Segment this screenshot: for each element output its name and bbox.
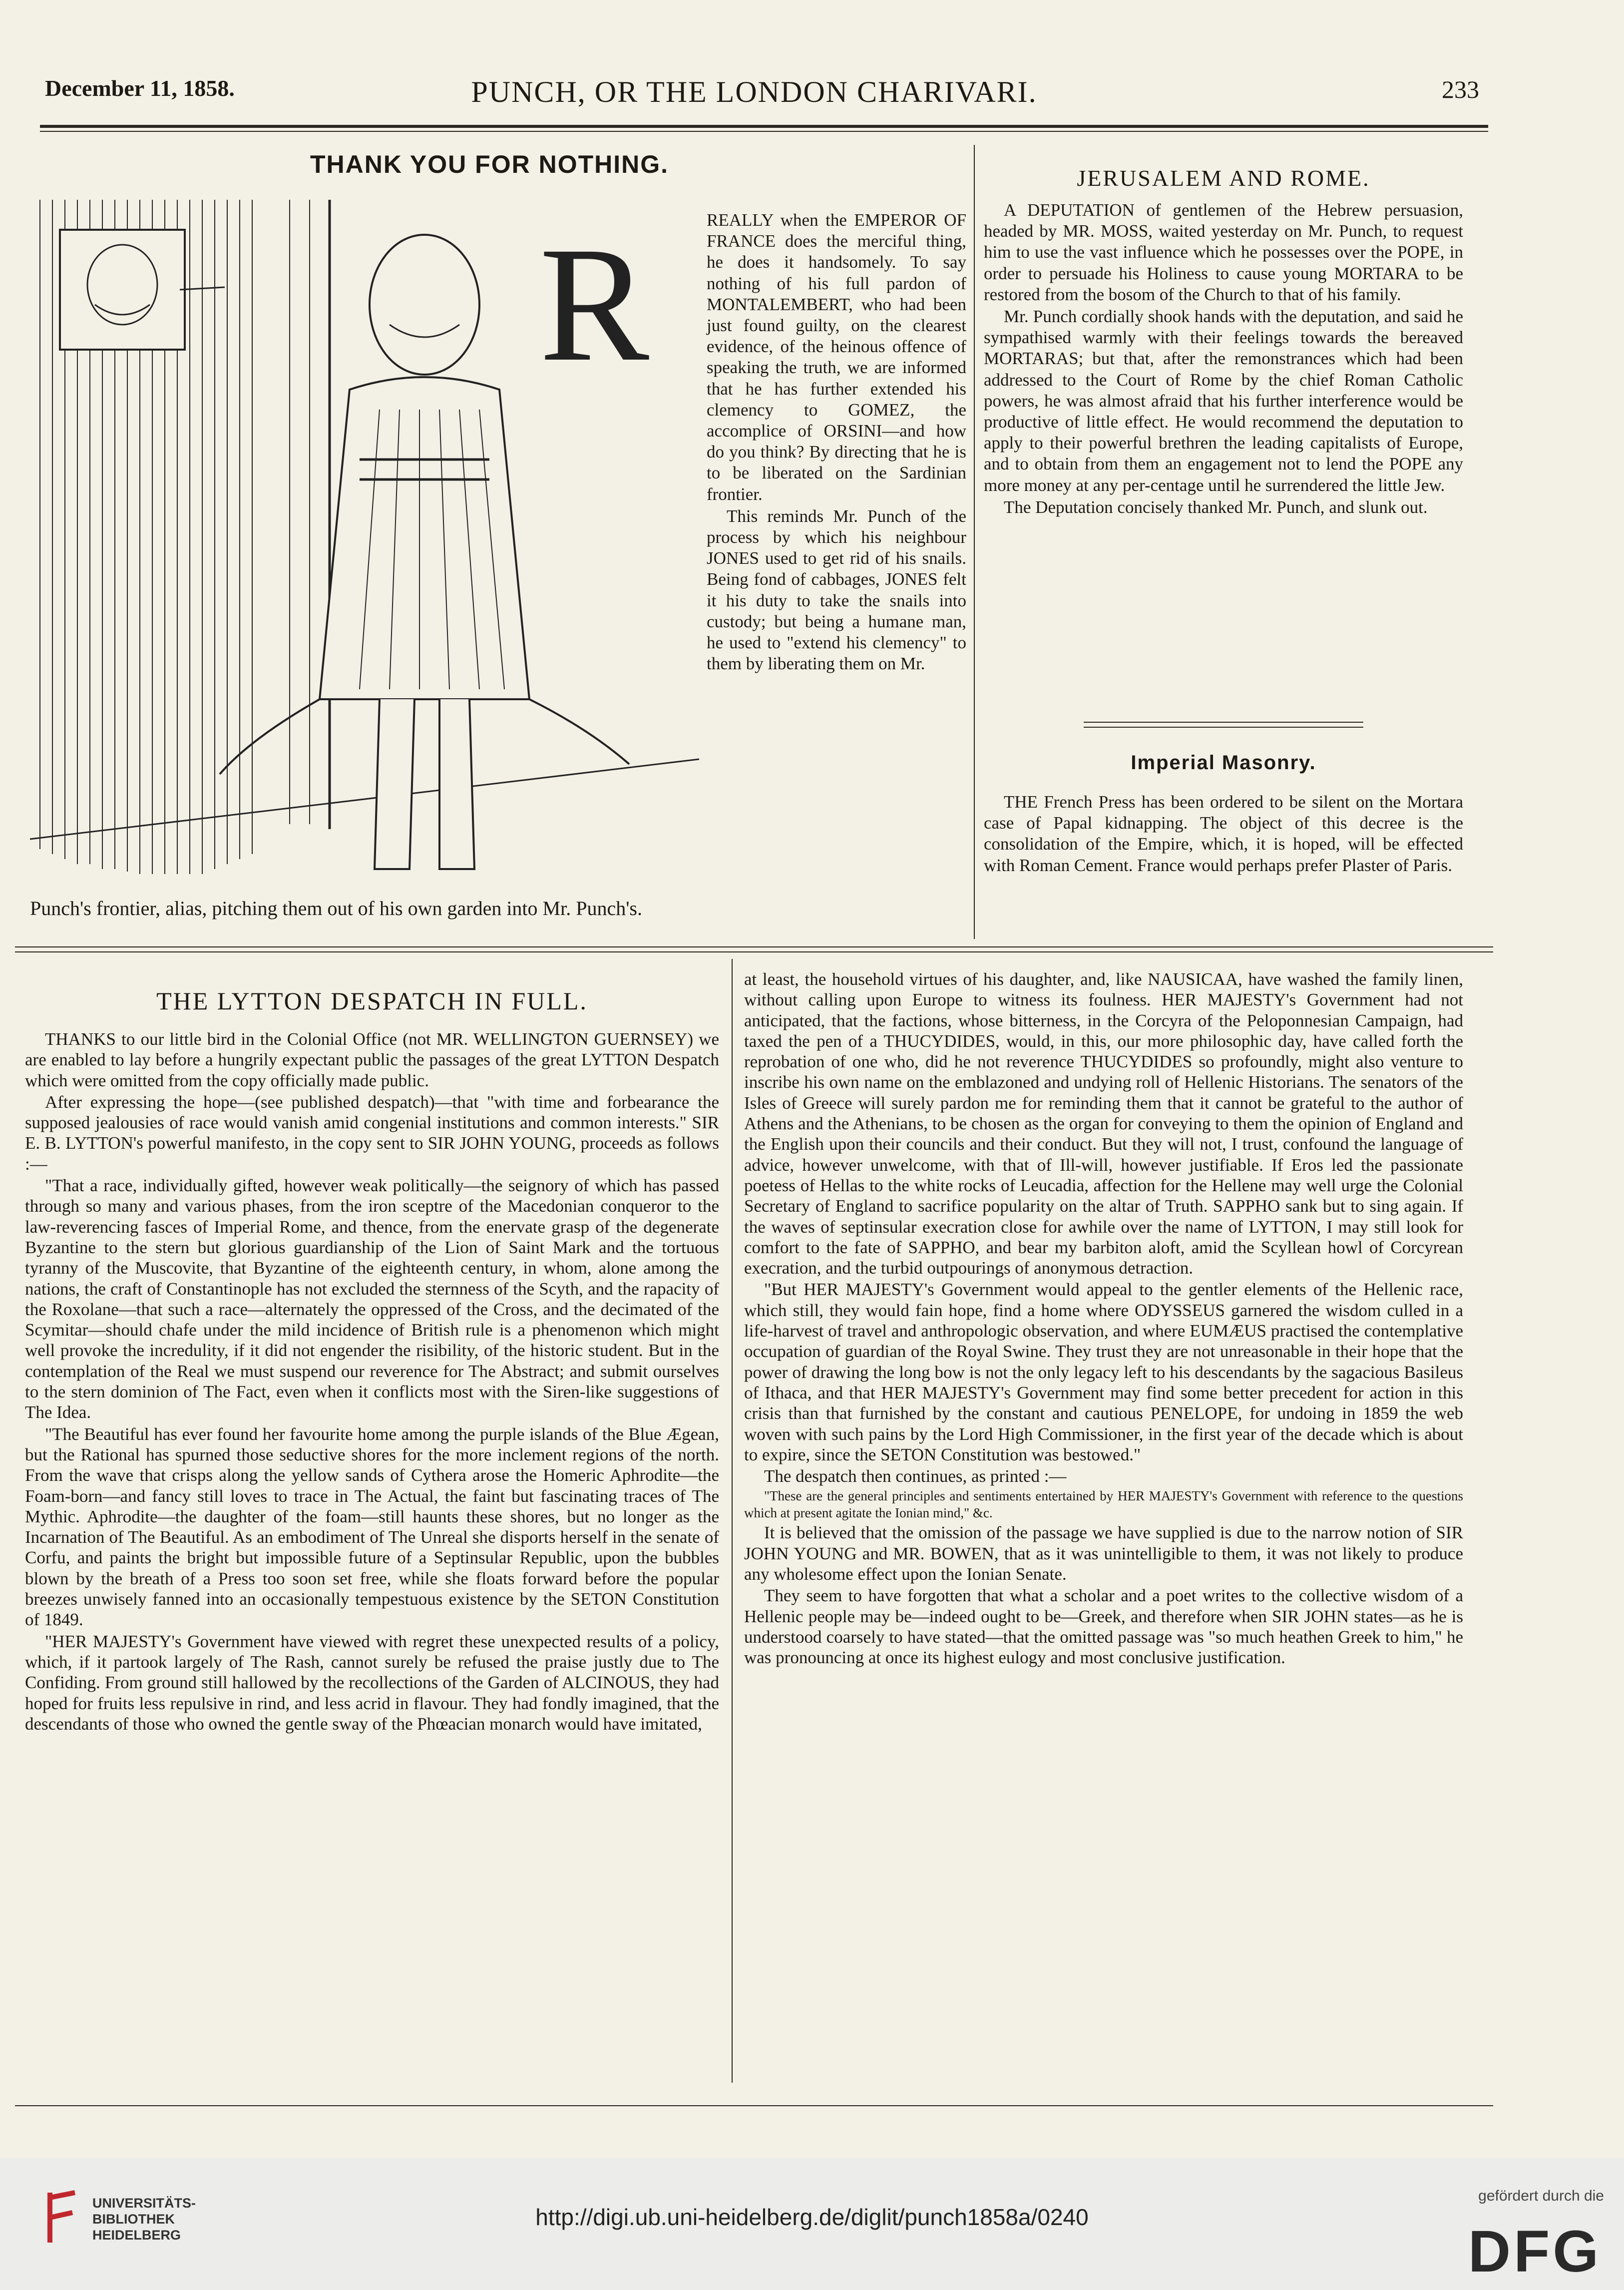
section-separator-2 [15, 951, 1493, 952]
lytton-right-paragraph-5: They seem to have forgotten that what a scholar and a poet writes to the collective wisdom of a Hellenic people may be—indeed ought to be—Greek, and therefore when SIR JOHN states—as he is understood coarsely to have stated—that the omitted passage was "so much heathen Greek to him," he was pronouncing at once its highest eulogy and most conclusive justification. [744, 1586, 1463, 1668]
thank-you-paragraph-2: This reminds Mr. Punch of the process by which his neighbour JONES used to get rid of his snails. Being fond of cabbages, JONES felt it his duty to take the snails into custody; but being a humane man, he used to "extend his clemency" to them by liberating them on Mr. [707, 506, 966, 674]
library-name: UNIVERSITÄTS- BIBLIOTHEK HEIDELBERG [92, 2196, 196, 2243]
thank-you-title: THANK YOU FOR NOTHING. [310, 150, 669, 178]
issue-date: December 11, 1858. [45, 75, 235, 101]
masonry-column [984, 792, 1463, 877]
lytton-right-paragraph-1: at least, the household virtues of his daughter, and, like NAUSICAA, have washed the family linen, without calling upon Europe to witness its foulness. HER MAJESTY's Government had not anticipated, that the factions, whose bitterness, in the Corcyra of the Peloponnesian Campaign, had taxed the pen of a THUCYDIDES, would, in this, our more philosophic day, have called forth the reprobation of one who, did he not reverence THUCYDIDES so profoundly, might also venture to inscribe his own name on the emblazoned and undying roll of Hellenic Historians. The senators of the Isles of Greece will surely pardon me for reminding them that it cannot be grateful to the author of Athens and the Athenians, to be chosen as the organ for conveying to them the opinion of England and the English upon their councils and their conduct. But they will not, I trust, confound the language of advice, however unwelcome, with that of Ill-will, however justifiable. If Eros led the passionate poetess of Hellas to the white rocks of Leucadia, affection for the Hellene may well urge the Colonial Secretary of England to sacrifice popularity on the altar of Truth. SAPPHO sank but to sing again. If the waves of septinsular execration close for awhile over the name of LYTTON, I may still look for comfort to the fate of SAPPHO, and bear my barbiton aloft, amid the Scyllean howl of Corcyrean execration, and the turbid outpourings of anonymous detraction. [744, 969, 1463, 1278]
masthead-title: PUNCH, OR THE LONDON CHARIVARI. [471, 75, 1037, 108]
source-url-link[interactable]: http://digi.ub.uni-heidelberg.de/diglit/punch1858a/0240 [535, 2204, 1089, 2230]
column-divider-top [974, 145, 975, 939]
funded-by-label: gefördert durch die [1478, 2188, 1604, 2204]
lytton-title: THE LYTTON DESPATCH IN FULL. [156, 987, 588, 1015]
lytton-right-paragraph-3: The despatch then continues, as printed :— [764, 1466, 1067, 1486]
column-divider-bottom [732, 959, 733, 2083]
masonry-paragraph: THE French Press has been ordered to be silent on the Mortara case of Papal kidnapping. The object of this decree is the consolidation of the Empire, which, it is hoped, will be effected with Roman Cement. France would perhaps prefer Plaster of Paris. [984, 792, 1463, 875]
header-rule-thin [40, 131, 1488, 132]
lytton-right-paragraph-2: "But HER MAJESTY's Government would appeal to the gentler elements of the Hellenic race, which still, they would fain hope, find a home where ODYSSEUS garnered the wisdom culled in a life-harvest of travel and anthropologic observation, and where EUMÆUS practised the contemplative occupation of guardian of the Royal Swine. They trust they are not unreasonable in their hope that the power of drawing the long bow is not the only legacy left to his descendants by the sagacious Basileus of Ithaca, and that HER MAJESTY's Government may find some better precedent for action in this crisis than that furnished by the constant and cautious PENELOPE, for undoing in 1859 the web woven with such pains by the Lord High Commissioner, in the first year of the decade which is about to expire, since the SETON Constitution was bestowed." [744, 1280, 1463, 1464]
thank-you-column [707, 210, 966, 675]
section-separator [15, 946, 1493, 947]
bottom-rule [15, 2105, 1493, 2106]
lytton-footnote: "These are the general principles and sentiments entertained by HER MAJESTY's Government with reference to the questions which at present agitate the Ionian mind," &c. [744, 1488, 1463, 1521]
lytton-left-paragraph-2: After expressing the hope—(see published despatch)—that "with time and forbearance the supposed jealousies of race would vanish amid congenial institutions and common interests." SIR E. B. LYTTON's powerful manifesto, in the copy sent to SIR JOHN YOUNG, proceeds as follows :— [25, 1092, 719, 1174]
jerusalem-paragraph-1: A DEPUTATION of gentlemen of the Hebrew persuasion, headed by MR. MOSS, waited yesterday on Mr. Punch, to request him to use the vast influence which he possesses over the POPE, in order to persuade his Holiness to cause young MORTARA to be restored from the bosom of the Church to that of his family. [984, 200, 1463, 304]
jerusalem-paragraph-2: Mr. Punch cordially shook hands with the deputation, and said he sympathised warmly with their feelings towards the bereaved MORTARAS; but that, after the remonstrances which had been addressed to the Court of Rome by the chief Roman Catholic powers, he was almost afraid that his further interference would be productive of little effect. He would recommend the deputation to apply to their powerful brethren the leading capitalists of Europe, and to obtain from them an engagement not to lend the POPE any more money at any per-centage until he surrendered the little Jew. [984, 307, 1463, 495]
lytton-left-paragraph-5: "HER MAJESTY's Government have viewed with regret these unexpected results of a policy, which, if it partook largely of The Rash, cannot surely be refused the praise justly due to The Confiding. From ground still hallowed by the recollections of the Garden of ALCINOUS, they had hoped for fruits less repulsive in rind, and less acrid in flavour. They had fondly imagined, that the descendants of those who owned the gentle sway of the Phœacian monarch would have imitated, [25, 1631, 719, 1734]
thank-you-paragraph-1: REALLY when the EMPEROR OF FRANCE does the merciful thing, he does it handsomely. To say nothing of his full pardon of MONTALEMBERT, who had been just found guilty, on the clearest evidence, of the heinous offence of speaking the truth, we are informed that he has further extended his clemency to GOMEZ, the accomplice of ORSINI—and how do you think? By directing that he is to be liberated on the Sardinian frontier. [707, 210, 966, 504]
jerusalem-title: JERUSALEM AND ROME. [1077, 165, 1370, 191]
lytton-left-column [25, 1029, 719, 1735]
lytton-left-paragraph-3: "That a race, individually gifted, however weak politically—the seignory of which has passed through so many and various phases, from the iron sceptre of the Macedonian conqueror to the law-reverencing fasces of Imperial Rome, and thence, from the enervate grasp of the degenerate Byzantine to the stern but glorious guardianship of the Lion of Saint Mark and the tortuous tyranny of the Muscovite, that Byzantine of the eighteenth century, in whom, alone among the nations, the craft of Constantinople has not excluded the sternness of the Scyth, and the rapacity of the Roxolane—that such a race—alternately the oppressed of the Cross, and the decimated of the Scymitar—should chafe under the mild incidence of British rule is a phenomenon which might well provoke the incredulity, if it did not engender the risibility, of the historic student. But in the contemplation of the Real we must suspend our reverence for The Abstract; and submit ourselves to the stern dominion of The Fact, even when it conflicts most with the Siren-like suggestions of The Idea. [25, 1176, 719, 1422]
jerusalem-paragraph-3: The Deputation concisely thanked Mr. Punch, and slunk out. [1004, 497, 1428, 517]
jerusalem-column [984, 200, 1463, 519]
section-rule-2 [1084, 727, 1363, 728]
page-number: 233 [1442, 75, 1479, 103]
cartoon-caption: Punch's frontier, alias, pitching them out of his own garden into Mr. Punch's. [30, 897, 642, 919]
header-rule [40, 125, 1488, 128]
lytton-right-column [744, 969, 1463, 1669]
lytton-left-paragraph-1: THANKS to our little bird in the Colonial Office (not MR. WELLINGTON GUERNSEY) we are enabled to lay before a hungrily expectant public the passages of the great LYTTON Despatch which were omitted from the copy officially made public. [25, 1029, 719, 1090]
masonry-title: Imperial Masonry. [1131, 752, 1316, 774]
section-rule [1084, 722, 1363, 723]
lytton-right-paragraph-4: It is believed that the omission of the passage we have supplied is due to the narrow notion of SIR JOHN YOUNG and MR. BOWEN, that as it was unintelligible to them, it was not likely to produce any wholesome effect upon the Ionian Senate. [744, 1523, 1463, 1584]
dfg-logo: DFG [1468, 2219, 1602, 2285]
footer-bar [0, 2158, 1624, 2290]
svg-text:R: R [539, 213, 650, 396]
cartoon-illustration [30, 200, 699, 894]
lytton-left-paragraph-4: "The Beautiful has ever found her favourite home among the purple islands of the Blue Ægean, but the Rational has spurned those seductive shores for the more inclement regions of the north. From the wave that crisps along the yellow sands of Cythera arose the Homeric Aphrodite—the Foam-born—and fancy still loves to trace in The Actual, the faint but fascinating traces of The Mythic. Aphrodite—the daughter of the foam—still haunts these shores, but no longer as the Incarnation of The Beautiful. As an embodiment of The Unreal she disports herself in the senate of Corfu, and paints the bright but impossible future of a Septinsular Republic, upon the bubbles blown by the breath of a Press too soon set free, while she floats forward before the popular breezes unwisely fanned into an occasionally tempestuous existence by the SETON Constitution of 1849. [25, 1424, 719, 1630]
